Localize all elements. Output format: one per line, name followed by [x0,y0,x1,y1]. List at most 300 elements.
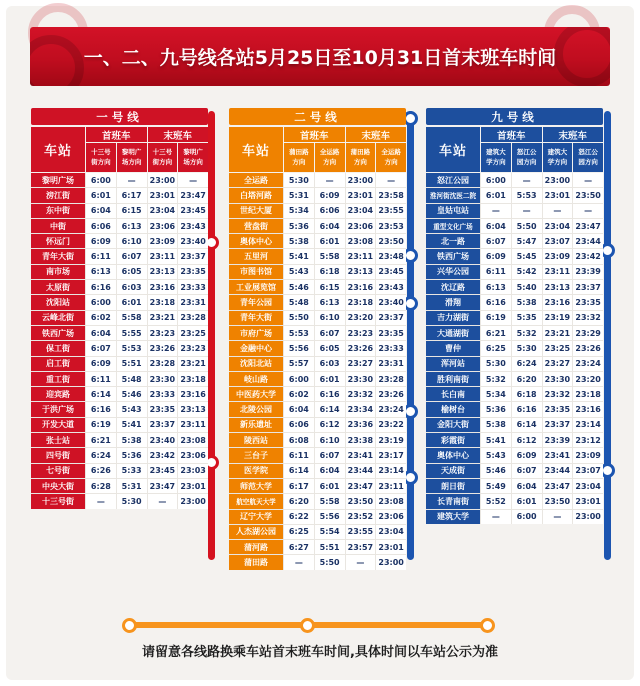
time-cell: 23:26 [148,341,178,355]
time-cell: 6:13 [481,280,511,294]
time-cell: 23:28 [148,357,178,371]
time-cell: 5:46 [284,280,314,294]
station-cell: 奥体中心 [426,448,480,462]
time-cell: 6:11 [481,265,511,279]
time-cell: — [481,204,511,218]
time-cell: 23:30 [543,372,573,386]
station-cell: 白塔河路 [229,188,283,202]
station-ring-icon [480,618,495,633]
time-cell: 6:07 [481,234,511,248]
time-cell: 5:56 [315,510,345,524]
station-cell: 怀远门 [31,234,85,248]
time-cell: 6:14 [315,402,345,416]
station-cell: 彩霞街 [426,433,480,447]
station-cell: 太原街 [31,280,85,294]
time-cell: 6:01 [315,479,345,493]
first-train-header: 首班车 [481,127,542,142]
station-cell: 陵西站 [229,433,283,447]
time-cell: 23:23 [178,341,208,355]
line2-timetable [229,108,406,570]
time-cell: 6:06 [315,204,345,218]
station-cell: 浑河站 [426,357,480,371]
time-cell: 6:17 [284,479,314,493]
time-cell: 6:16 [512,402,542,416]
station-cell: 三台子 [229,448,283,462]
time-cell: 23:41 [543,448,573,462]
station-cell: 医学院 [229,464,283,478]
time-cell: 23:42 [148,448,178,462]
time-cell: 23:37 [376,311,406,325]
time-cell: 6:10 [315,433,345,447]
time-cell: 5:50 [284,311,314,325]
time-cell: 5:34 [284,204,314,218]
last-train-header: 末班车 [543,127,604,142]
time-cell: 6:06 [284,418,314,432]
time-cell: 23:47 [148,479,178,493]
time-cell: 23:52 [346,510,376,524]
time-cell: 6:04 [481,219,511,233]
time-cell: 6:05 [315,341,345,355]
time-cell: 6:07 [315,326,345,340]
line9-table-header [426,127,603,172]
time-cell: 6:18 [315,265,345,279]
time-cell: 5:30 [481,357,511,371]
station-cell: 启工街 [31,357,85,371]
station-cell: 兴华公园 [426,265,480,279]
time-cell: 23:06 [178,448,208,462]
time-cell: 5:47 [512,234,542,248]
time-cell: 6:09 [86,234,116,248]
time-cell: — [376,173,406,187]
time-cell: — [284,555,314,569]
station-cell: 北陵公园 [229,402,283,416]
time-cell: — [346,555,376,569]
time-cell: 6:28 [86,479,116,493]
station-cell: 青年公园 [229,295,283,309]
time-cell: 23:35 [573,295,603,309]
time-cell: 23:47 [573,219,603,233]
station-cell: 铁西广场 [31,326,85,340]
time-cell: — [315,173,345,187]
direction-header: 建筑大学方向 [481,143,511,172]
time-cell: 23:16 [543,295,573,309]
time-cell: 23:01 [543,188,573,202]
time-cell: 6:10 [117,234,147,248]
time-cell: 23:04 [148,204,178,218]
station-column-header: 车站 [31,127,85,172]
time-cell: 23:50 [573,188,603,202]
time-cell: 6:02 [86,311,116,325]
time-cell: — [117,173,147,187]
station-cell: 东中街 [31,204,85,218]
time-cell: 23:26 [573,341,603,355]
station-cell: 吉力湖街 [426,311,480,325]
banner-title [30,27,610,86]
time-cell: 23:24 [573,357,603,371]
time-cell: 23:09 [543,249,573,263]
time-cell: 6:06 [86,219,116,233]
station-cell: 中医药大学 [229,387,283,401]
time-cell: 23:06 [148,219,178,233]
time-cell: 23:32 [346,387,376,401]
station-cell: 北一路 [426,234,480,248]
line2-title: 二号线 [229,108,406,125]
time-cell: 6:04 [315,464,345,478]
time-cell: — [178,173,208,187]
time-cell: 23:20 [346,311,376,325]
time-cell: 23:32 [573,311,603,325]
station-cell: 四号街 [31,448,85,462]
time-cell: 5:53 [117,341,147,355]
time-cell: 6:16 [86,280,116,294]
time-cell: 6:13 [315,295,345,309]
time-cell: 23:39 [543,433,573,447]
time-cell: 5:41 [481,433,511,447]
time-cell: 23:40 [178,234,208,248]
time-cell: 5:50 [315,555,345,569]
time-cell: 6:15 [117,204,147,218]
time-cell: 23:08 [346,234,376,248]
line2-table-header [229,127,406,172]
time-cell: 23:42 [573,249,603,263]
time-cell: 23:33 [148,387,178,401]
time-cell: 6:01 [512,494,542,508]
time-cell: 5:36 [284,219,314,233]
time-cell: 23:21 [178,357,208,371]
direction-header: 蒲田路方向 [346,143,376,172]
time-cell: 6:09 [481,249,511,263]
time-cell: 23:11 [376,479,406,493]
time-cell: 6:20 [284,494,314,508]
time-cell: 5:51 [117,357,147,371]
time-cell: 6:13 [117,219,147,233]
time-cell: 5:45 [512,249,542,263]
time-cell: 6:01 [117,295,147,309]
direction-header: 全运路方向 [376,143,406,172]
time-cell: 23:04 [543,219,573,233]
time-cell: 23:34 [346,402,376,416]
station-ring-icon [122,618,137,633]
station-cell: 人杰湖公园 [229,525,283,539]
time-cell: 23:28 [178,311,208,325]
time-cell: 23:16 [178,387,208,401]
time-cell: — [512,204,542,218]
time-cell: 23:21 [543,326,573,340]
time-cell: 5:31 [284,188,314,202]
time-cell: 23:39 [573,265,603,279]
time-cell: 5:49 [481,479,511,493]
time-cell: 23:01 [148,188,178,202]
time-cell: 23:04 [376,525,406,539]
time-cell: 23:36 [346,418,376,432]
station-cell: 皇姑屯站 [426,204,480,218]
time-cell: 23:16 [346,280,376,294]
time-cell: 6:03 [117,280,147,294]
direction-header: 怒江公园方向 [573,143,603,172]
time-cell: 6:00 [86,173,116,187]
station-cell: 岐山路 [229,372,283,386]
time-cell: 23:21 [148,311,178,325]
time-cell: 23:24 [376,402,406,416]
time-cell: 23:37 [543,418,573,432]
time-cell: 23:35 [148,402,178,416]
time-cell: 23:00 [376,555,406,569]
time-cell: 23:44 [346,464,376,478]
time-cell: 23:43 [178,219,208,233]
time-cell: — [512,173,542,187]
time-cell: 23:00 [346,173,376,187]
time-cell: 6:07 [315,448,345,462]
time-cell: 6:03 [315,357,345,371]
time-cell: 6:26 [86,464,116,478]
time-cell: 23:00 [543,173,573,187]
time-cell: 5:36 [117,448,147,462]
time-cell: 23:43 [376,280,406,294]
time-cell: 6:01 [481,188,511,202]
station-cell: 金阳大街 [426,418,480,432]
station-cell: 滂江街 [31,188,85,202]
time-cell: 23:55 [376,204,406,218]
time-cell: 23:55 [346,525,376,539]
time-cell: 23:18 [573,387,603,401]
station-column-header: 车站 [426,127,480,172]
direction-header: 全运路方向 [315,143,345,172]
station-cell: 迎宾路 [31,387,85,401]
time-cell: 23:57 [346,540,376,554]
time-cell: 23:19 [376,433,406,447]
station-cell: 航空航天大学 [229,494,283,508]
station-cell: 沈阳北站 [229,357,283,371]
time-cell: 23:47 [346,479,376,493]
time-cell: 6:09 [512,448,542,462]
time-cell: 5:52 [481,494,511,508]
time-cell: 6:24 [86,448,116,462]
time-cell: 6:04 [86,326,116,340]
time-cell: 23:06 [376,510,406,524]
time-cell: 23:07 [573,464,603,478]
time-cell: 6:17 [117,188,147,202]
time-cell: 23:40 [148,433,178,447]
time-cell: 6:14 [512,418,542,432]
time-cell: 23:00 [178,494,208,508]
time-cell: 23:35 [543,402,573,416]
time-cell: 5:41 [284,249,314,263]
time-cell: 5:32 [481,372,511,386]
time-cell: 23:06 [346,219,376,233]
time-cell: 23:50 [346,494,376,508]
time-cell: 6:14 [284,464,314,478]
station-column-header: 车站 [229,127,283,172]
line2-table-body [229,173,406,570]
station-cell: 重工街 [31,372,85,386]
time-cell: 23:25 [543,341,573,355]
time-cell: 6:02 [284,387,314,401]
station-cell: 奥体中心 [229,234,283,248]
time-cell: 23:09 [148,234,178,248]
time-cell: 6:00 [512,510,542,524]
time-cell: 6:07 [86,341,116,355]
line1-decoration-strip [208,111,215,560]
time-cell: — [86,494,116,508]
time-cell: 5:48 [117,372,147,386]
time-cell: 6:19 [481,311,511,325]
time-cell: 23:44 [573,234,603,248]
time-cell: 5:51 [315,540,345,554]
station-cell: 长白南 [426,387,480,401]
time-cell: 23:31 [178,295,208,309]
time-cell: 23:18 [346,295,376,309]
time-cell: 23:13 [543,280,573,294]
banner-title-text: 一、二、九号线各站5月25日至10月31日首末班车时间 [83,47,557,69]
time-cell: 5:35 [512,311,542,325]
time-cell: 23:08 [178,433,208,447]
time-cell: 23:13 [148,265,178,279]
time-cell: 5:53 [512,188,542,202]
station-cell: 黎明广场 [31,173,85,187]
station-cell: 朗日街 [426,479,480,493]
time-cell: 23:35 [178,265,208,279]
line9-title: 九号线 [426,108,603,125]
time-cell: 23:18 [148,295,178,309]
time-cell: 6:16 [481,295,511,309]
time-cell: 23:11 [543,265,573,279]
time-cell: 23:22 [376,418,406,432]
time-cell: 5:38 [117,433,147,447]
time-cell: 5:38 [284,234,314,248]
time-cell: 6:04 [315,219,345,233]
time-cell: 5:43 [481,448,511,462]
time-cell: 6:04 [86,204,116,218]
time-cell: 23:50 [376,234,406,248]
time-cell: 23:37 [148,418,178,432]
time-cell: 23:35 [376,326,406,340]
last-train-header: 末班车 [346,127,407,142]
line2-decoration-strip [407,111,414,560]
line1-timetable [31,108,208,509]
time-cell: 23:18 [178,372,208,386]
time-cell: 23:27 [346,357,376,371]
time-cell: 5:42 [512,265,542,279]
line9-timetable [426,108,603,524]
time-cell: 23:40 [376,295,406,309]
station-cell: 滑翔 [426,295,480,309]
time-cell: 23:23 [346,326,376,340]
direction-header: 十三号街方向 [148,143,178,172]
time-cell: 23:01 [573,494,603,508]
time-cell: 23:37 [178,249,208,263]
time-cell: 5:30 [512,341,542,355]
station-cell: 市府广场 [229,326,283,340]
time-cell: 23:14 [376,464,406,478]
time-cell: 23:31 [376,357,406,371]
time-cell: 5:34 [481,387,511,401]
time-cell: 23:45 [178,204,208,218]
station-cell: 市图书馆 [229,265,283,279]
station-cell: 云峰北街 [31,311,85,325]
time-cell: — [543,510,573,524]
time-cell: — [573,173,603,187]
time-cell: 6:14 [86,387,116,401]
station-cell: 大通湖街 [426,326,480,340]
station-cell: 淮河街沈医二院 [426,188,480,202]
station-cell: 重型文化广场 [426,219,480,233]
time-cell: 6:00 [86,295,116,309]
time-cell: 23:01 [346,188,376,202]
time-cell: 5:40 [512,280,542,294]
time-cell: 5:54 [315,525,345,539]
first-train-header: 首班车 [284,127,345,142]
station-cell: 怒江公园 [426,173,480,187]
time-cell: 23:19 [543,311,573,325]
time-cell: 23:33 [178,280,208,294]
station-cell: 胜利南街 [426,372,480,386]
time-cell: 6:20 [512,372,542,386]
time-cell: 23:11 [178,418,208,432]
direction-header: 黎明广场方向 [178,143,208,172]
station-cell: 曹仲 [426,341,480,355]
time-cell: 23:04 [573,479,603,493]
time-cell: 5:56 [284,341,314,355]
time-cell: 23:37 [573,280,603,294]
time-cell: 6:25 [481,341,511,355]
time-cell: 5:58 [315,249,345,263]
time-cell: 6:09 [86,357,116,371]
time-cell: 23:48 [376,249,406,263]
time-cell: 6:19 [86,418,116,432]
time-cell: 6:25 [284,525,314,539]
time-cell: 6:13 [86,265,116,279]
time-cell: 6:08 [284,433,314,447]
station-cell: 保工街 [31,341,85,355]
time-cell: 6:21 [481,326,511,340]
first-train-header: 首班车 [86,127,147,142]
station-cell: 青年大街 [229,311,283,325]
last-train-header: 末班车 [148,127,209,142]
line1-title: 一号线 [31,108,208,125]
time-cell: 23:16 [573,402,603,416]
direction-header: 建筑大学方向 [543,143,573,172]
station-cell: 世纪大厦 [229,204,283,218]
station-cell: 天成街 [426,464,480,478]
station-cell: 长青南街 [426,494,480,508]
time-cell: 23:11 [346,249,376,263]
time-cell: 5:43 [284,265,314,279]
station-ring-icon [300,618,315,633]
time-cell: 6:10 [315,311,345,325]
time-cell: 5:58 [117,311,147,325]
time-cell: 23:26 [376,387,406,401]
direction-header: 十三号街方向 [86,143,116,172]
metro-logo-icon [30,35,84,86]
station-cell: 全运路 [229,173,283,187]
time-cell: 5:38 [512,295,542,309]
time-cell: 6:16 [315,387,345,401]
time-cell: 23:12 [573,433,603,447]
time-cell: 23:44 [543,464,573,478]
time-cell: 6:22 [284,510,314,524]
time-cell: 6:07 [117,249,147,263]
station-cell: 五里河 [229,249,283,263]
time-cell: 23:28 [376,372,406,386]
time-cell: 6:21 [86,433,116,447]
station-cell: 张士站 [31,433,85,447]
time-cell: 6:18 [512,387,542,401]
station-cell: 开发大道 [31,418,85,432]
time-cell: 23:04 [346,204,376,218]
time-cell: 23:08 [376,494,406,508]
line9-decoration-strip [604,111,611,560]
time-cell: 23:27 [543,357,573,371]
